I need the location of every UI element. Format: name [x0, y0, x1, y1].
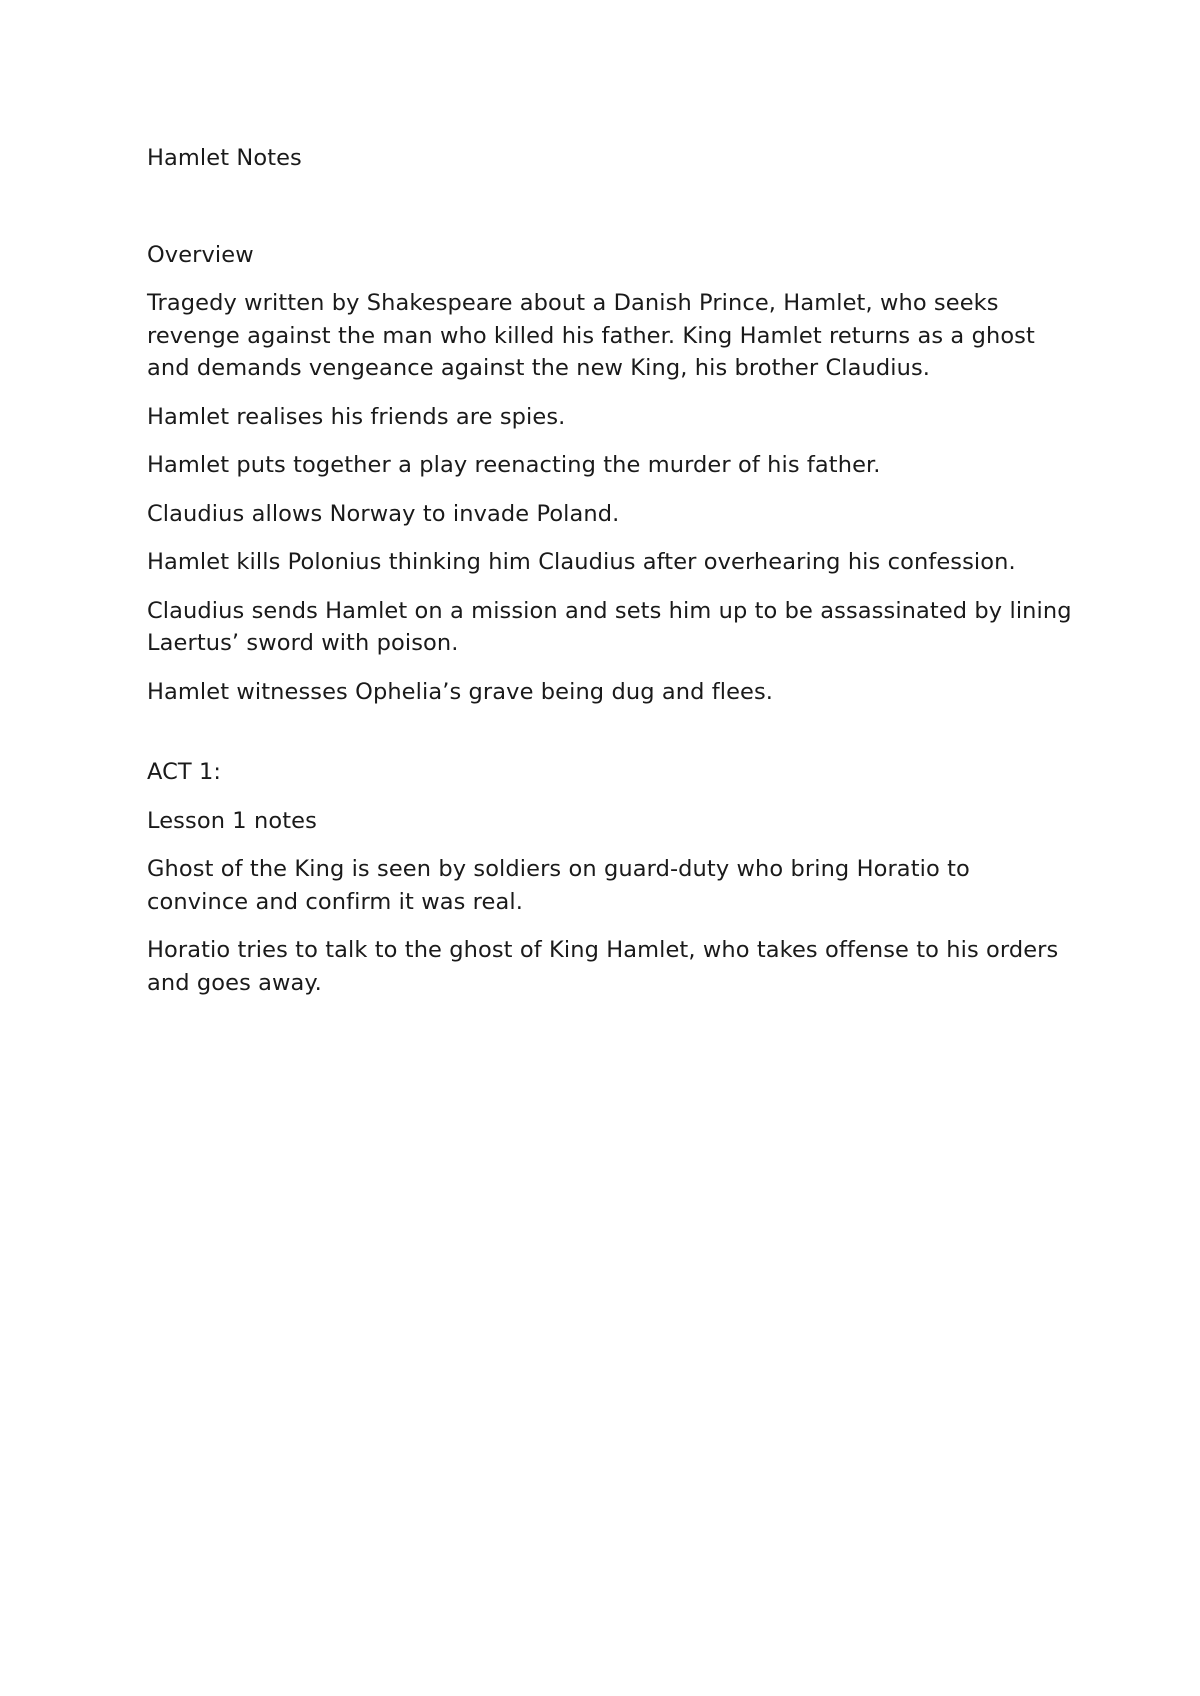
document-title: Hamlet Notes [147, 145, 302, 171]
overview-paragraph-4: Claudius allows Norway to invade Poland. [147, 500, 620, 527]
overview-heading: Overview [147, 241, 254, 268]
act1-paragraph-2: Horatio tries to talk to the ghost of King Hamlet, who takes offense to his orders and goes away. [147, 937, 1059, 996]
act1-paragraph-1: Ghost of the King is seen by soldiers on guard-duty who bring Horatio to convince and confirm it was real. [147, 856, 970, 915]
overview-paragraph-3: Hamlet puts together a play reenacting the murder of his father. [147, 452, 881, 478]
document-body [147, 142, 1077, 1015]
overview-paragraph-6: Claudius sends Hamlet on a mission and sets him up to be assassinated by lining Laertus’ sword with poison. [147, 597, 1072, 656]
act1-subheading: Lesson 1 notes [147, 807, 317, 834]
overview-paragraph-2: Hamlet realises his friends are spies. [147, 403, 566, 430]
overview-paragraph-1: Tragedy written by Shakespeare about a Danish Prince, Hamlet, who seeks revenge against the man who killed his father. King Hamlet returns as a ghost and demands vengeance against the new King, his brother Claudius. [147, 290, 1035, 381]
overview-paragraph-7: Hamlet witnesses Ophelia’s grave being dug and flees. [147, 678, 774, 705]
act1-heading: ACT 1: [147, 759, 222, 785]
overview-paragraph-5: Hamlet kills Polonius thinking him Claudius after overhearing his confession. [147, 549, 1016, 575]
